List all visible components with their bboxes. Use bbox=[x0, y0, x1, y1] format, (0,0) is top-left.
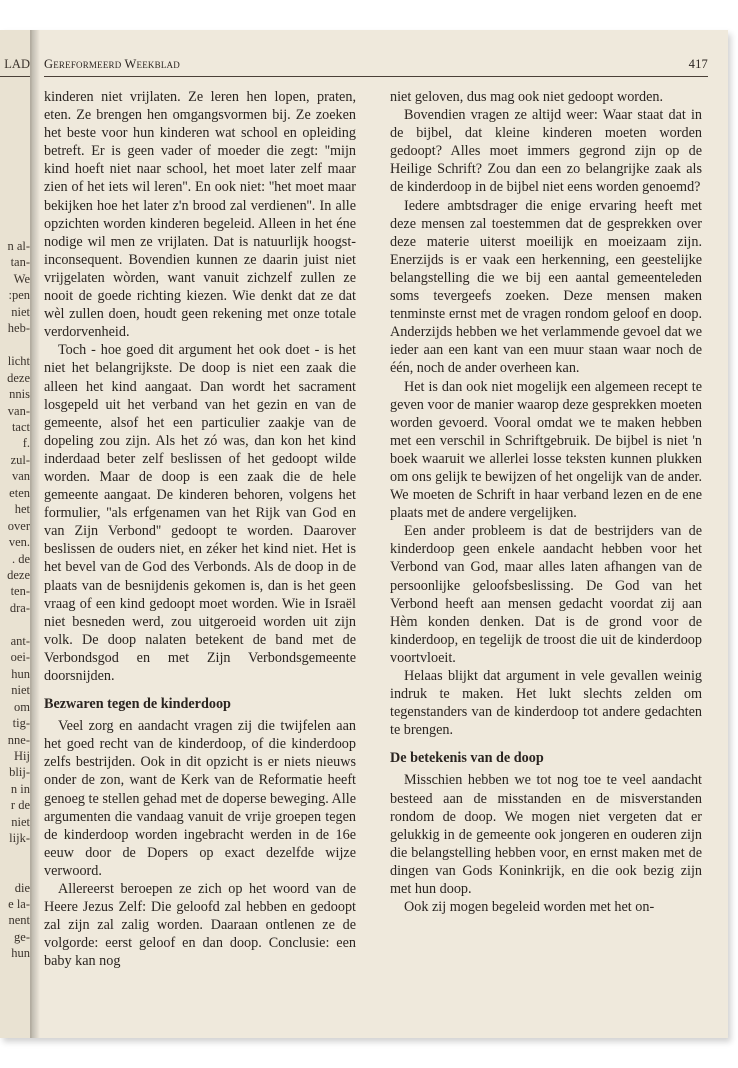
previous-page-fragment: e la- bbox=[8, 897, 30, 911]
paragraph: Helaas blijkt dat argument in vele gevallen weinig indruk te maken. Het lukt slechts zelden om tegenstanders van de kinderdoop tot andere gedachten te brengen. bbox=[390, 668, 702, 739]
previous-page-fragment: hun bbox=[11, 666, 30, 681]
previous-page-fragment: n in bbox=[10, 781, 30, 796]
paragraph: Iedere ambtsdrager die enige ervaring heeft met deze mensen zal toestemmen dat de gesprekken over deze materie uiterst moeilijk en moeizaam zijn. Enerzijds is er vaak een herkenning, een geestelijke belangstelling die we bij een aantal gemeenteleden soms tevergeefs zoeken. Deze mensen maken tenminste ernst met de vragen rondom geloof en doop. Anderzijds hebben we het verlammende gevoel dat we ieder aan een kant van een muur staan waar noch de één, noch de ander overheen kan. bbox=[390, 197, 702, 377]
previous-page-fragment: tact bbox=[11, 419, 30, 434]
previous-page-fragment: ten- bbox=[10, 584, 30, 599]
previous-page-fragment: ant- bbox=[10, 633, 30, 648]
previous-page-fragment: zul- bbox=[10, 452, 30, 467]
right-column bbox=[390, 88, 702, 916]
previous-page-fragment: oei- bbox=[10, 650, 30, 665]
paragraph: Een ander probleem is dat de bestrijders van de kinderdoop geen enkele aandacht hebben voor het Verbond van God, maar alles laten afhangen van de persoonlijke geloofsbeslissing. De God van het Verbond heeft aan mensen gedacht voordat zij aan Hèm konden denken. Dat is de grond voor de kinderdoop, en tegelijk de troost die uit de kinderdoop voortvloeit. bbox=[390, 523, 702, 666]
previous-page-fragment: over bbox=[7, 518, 30, 533]
previous-page-fragment: niet bbox=[11, 683, 30, 698]
previous-page-fragment: hun bbox=[11, 946, 30, 961]
previous-page-fragment: tig- bbox=[12, 716, 30, 731]
previous-page-fragment: deze bbox=[7, 568, 30, 582]
previous-page-fragment: blij- bbox=[9, 765, 30, 780]
previous-page-fragment: licht bbox=[7, 354, 30, 369]
previous-page-fragment: dra- bbox=[9, 600, 30, 615]
previous-page-fragment: eten bbox=[9, 485, 30, 500]
previous-page-fragment: We bbox=[13, 271, 30, 286]
previous-page-fragment: nne- bbox=[7, 732, 30, 747]
previous-page-fragment: niet bbox=[11, 814, 30, 829]
paragraph: Misschien hebben we tot nog toe te veel aandacht besteed aan de misstanden en de misverstanden rondom de doop. We mogen niet vergeten dat er gelukkig in de gemeente ook jongeren en ouderen zijn die belangstelling hebben voor, en ernst maken met de dingen van Gods Koninkrijk, en die ook bezig zijn met hun doop. bbox=[390, 772, 702, 898]
header-rule bbox=[44, 76, 708, 77]
previous-page-fragment: :pen bbox=[8, 288, 30, 303]
paragraph: Ook zij mogen begeleid worden met het on- bbox=[404, 899, 655, 916]
running-header bbox=[44, 55, 708, 77]
previous-header-rule bbox=[0, 76, 30, 77]
previous-page-fragment: r de bbox=[10, 798, 30, 813]
previous-page-fragment: van- bbox=[7, 403, 30, 418]
paragraph: Veel zorg en aandacht vragen zij die twijfelen aan het goed recht van de kinderdoop, of die kinderdoop zelfs bestrijden. Ook in dit opzicht is er niets nieuws onder de zon, want de Kerk van de Reformatie heeft genoeg te stellen gehad met de doperse beweging. Alle argumenten die vandaag vanuit de vrije groepen tegen de kinderdoop worden ingebracht werden in de 16e eeuw door de Dopers op exact dezelfde wijze verwoord. bbox=[44, 718, 356, 879]
paragraph: kinderen niet vrijlaten. Ze leren hen lopen, praten, eten. Ze brengen hen omgangsvormen bij. Ze zoeken het beste voor hun kinderen wat school en opleiding betreft. Er is geen vader of moeder die zegt: ''mijn kind hoeft niet naar school, het moet later zelf maar zien of het iets wil leren''. En ook niet: ''het moet maar bekijken hoe het later z'n brood zal verdienen''. In alle opzichten worden kinderen begeleid. Alleen in het éne nodige wil men ze vrijlaten. Dat is natuurlijk hoogst-inconsequent. Bovendien kunnen ze daarin juist niet vrijgelaten wòrden, want vanuit zichzelf zullen ze nooit de goede richting kiezen. Wie denkt dat ze dat wèl zullen doen, houdt geen rekening met onze totale verdorvenheid. bbox=[44, 89, 356, 341]
page-gutter bbox=[30, 30, 40, 1038]
previous-page-fragment: lijk- bbox=[9, 831, 30, 846]
previous-page-fragment: van bbox=[11, 469, 30, 484]
paragraph: Bovendien vragen ze altijd weer: Waar staat dat in de bijbel, dat kleine kinderen moeten worden gedoopt? Alles moet immers gegrond zijn op de Heilige Schrift? Zou dan een zo belangrijke zaak als de kinderdoop in de bijbel niet eens worden genoemd? bbox=[390, 107, 702, 196]
previous-page-fragment: heb- bbox=[7, 321, 30, 336]
previous-page-fragment: nent bbox=[8, 913, 30, 928]
previous-page-fragment: ge- bbox=[14, 929, 30, 944]
section-heading: De betekenis van de doop bbox=[390, 750, 544, 767]
previous-page-header: LAD bbox=[4, 57, 30, 71]
section-heading: Bezwaren tegen de kinderdoop bbox=[44, 696, 231, 713]
previous-page-fragment: deze bbox=[7, 370, 30, 385]
paragraph: Toch - hoe goed dit argument het ook doet - is het niet het belangrijkste. De doop is niet een zaak die alleen het kind aangaat. Dan wordt het sacrament losgepeld uit het verband van het gezin en van de gemeente, alsof het een particulier zaakje van de dopeling zou zijn. Als het zó was, dan kon het kind inderdaad beter zelf beslissen of het gedoopt wilde worden. Maar de doop is een zaak die de hele gemeente aangaat. De kinderen behoren, volgens het formulier, ''als erfgenamen van het Rijk van God en van Zijn Verbond'' gedoopt te worden. Daarover beslissen de ouders niet, en zéker het kind niet. Het is het bevel van de God des Verbonds. Als de doop in de plaats van de besnijdenis gekomen is, dan is het geen vraag of een kind gedoopt moet worden. Wie in Israël niet besneden werd, zou uitgeroeid worden uit zijn volk. De doop nalaten betekent de band met de Verbondsgod en met Zijn Verbondsgemeente doorsnijden. bbox=[44, 342, 356, 684]
paragraph: niet geloven, dus mag ook niet gedoopt worden. bbox=[390, 89, 664, 105]
previous-page-fragment: om bbox=[14, 699, 30, 714]
previous-page-fragment: die bbox=[14, 880, 30, 895]
magazine-title: Gereformeerd Weekblad bbox=[44, 57, 180, 71]
previous-page-fragment: Hij bbox=[14, 748, 30, 763]
previous-page-fragment: het bbox=[14, 502, 30, 517]
previous-page-fragment: tan- bbox=[10, 255, 30, 270]
previous-page-fragment: n al- bbox=[7, 239, 30, 253]
paragraph: Allereerst beroepen ze zich op het woord van de Heere Jezus Zelf: Die geloofd zal hebben en gedoopt zal zijn zal zalig worden. Daaraan ontlenen ze de volgorde: eerst geloof en dan doop. Conclusie: een baby kan nog bbox=[44, 881, 356, 970]
previous-page-fragment: nnis bbox=[9, 387, 30, 402]
left-column bbox=[44, 88, 356, 971]
paragraph: Het is dan ook niet mogelijk een algemeen recept te geven voor de manier waarop deze gesprekken moeten worden gevoerd. Vooral omdat we te maken hebben met een verschil in Schriftgebruik. De bijbel is niet 'n boek waaruit we allerlei losse teksten kunnen plukken om ons gelijk te bewijzen of het ongelijk van de ander. We moeten de Schrift in haar verband lezen en de ene plaats met de andere vergelijken. bbox=[390, 378, 702, 522]
previous-page-fragment: niet bbox=[11, 304, 30, 319]
previous-page-edge bbox=[0, 30, 32, 1038]
previous-page-fragment: . de bbox=[11, 551, 30, 566]
previous-page-fragment: ven. bbox=[8, 535, 30, 550]
page-number: 417 bbox=[688, 57, 708, 71]
previous-page-fragment: f. bbox=[22, 436, 30, 451]
